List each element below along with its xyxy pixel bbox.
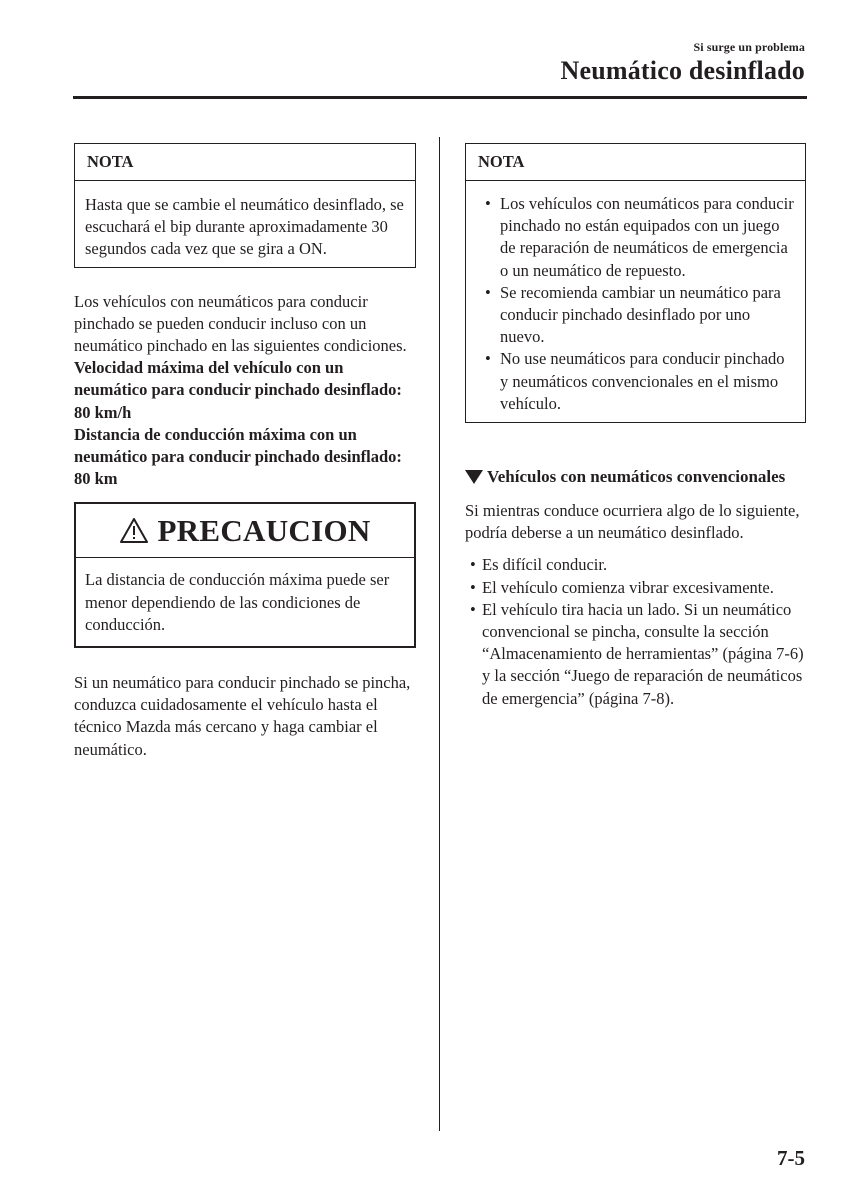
right-column	[465, 143, 806, 710]
list-item-text: No use neumáticos para conducir pinchado y neumáticos convencionales en el mismo vehículo.	[500, 349, 785, 413]
subheading-text: Vehículos con neumáticos convencionales	[487, 467, 786, 487]
page-title: Neumático desinflado	[560, 56, 805, 85]
note-box	[465, 143, 806, 423]
list-item-text: Se recomienda cambiar un neumático para conducir pinchado desinflado por uno nuevo.	[500, 282, 781, 347]
left-column	[74, 143, 416, 761]
list-item: • Es difícil conducir.	[470, 555, 608, 575]
note-bullet-list	[476, 193, 795, 415]
max-distance-text: Distancia de conducción máxima con un neumático para conducir pinchado desinflado: 80 km	[74, 424, 402, 489]
warning-triangle-icon	[119, 517, 149, 544]
symptom-list	[465, 554, 806, 709]
list-item-text: Los vehículos con neumáticos para conducir pinchado no están equipados con un juego de reparación de neumáticos de emergencia o un neumático de repuesto.	[500, 194, 794, 280]
list-item: • Se recomienda cambiar un neumático para conducir pinchado desinflado por uno nuevo.	[485, 282, 781, 347]
caution-heading-text: PRECAUCION	[157, 512, 371, 548]
caution-heading	[76, 504, 414, 558]
note-heading: NOTA	[75, 144, 415, 181]
section-label: Si surge un problema	[693, 40, 805, 54]
section-subheading	[465, 466, 806, 488]
paragraph: Si mientras conduce ocurriera algo de lo siguiente, podría deberse a un neumático desinflado.	[465, 501, 800, 543]
paragraph: Si un neumático para conducir pinchado se pincha, conduzca cuidadosamente el vehículo hasta el técnico Mazda más cercano y haga cambiar el neumático.	[74, 673, 411, 759]
list-item: • El vehículo tira hacia un lado. Si un neumático convencional se pincha, consulte la sección “Almacenamiento de herramientas” (página 7-6) y la sección “Juego de reparación de neumáticos de emergencia” (página 7-8).	[470, 599, 804, 708]
list-item-text: El vehículo tira hacia un lado. Si un neumático convencional se pincha, consulte la sección “Almacenamiento de herramientas” (página 7-6) y la sección “Juego de reparación de neumáticos de emergencia” (página 7-8).	[482, 599, 804, 708]
list-item-text: Es difícil conducir.	[482, 555, 608, 575]
list-item: • Los vehículos con neumáticos para conducir pinchado no están equipados con un juego de reparación de neumáticos de emergencia o un neumático de repuesto.	[485, 194, 794, 280]
page-number: 7-5	[777, 1146, 805, 1170]
paragraph: Los vehículos con neumáticos para conducir pinchado se pueden conducir incluso con un neumático pinchado en las siguientes condiciones.	[74, 291, 407, 356]
list-item-text: El vehículo comienza vibrar excesivamente.	[482, 577, 774, 597]
note-text: Hasta que se cambie el neumático desinflado, se escuchará el bip durante aproximadamente 30 segundos cada vez que se gira a ON.	[85, 195, 404, 259]
note-body	[466, 181, 805, 422]
caution-box	[74, 502, 416, 648]
column-divider	[439, 137, 440, 1131]
caution-text: La distancia de conducción máxima puede ser menor dependiendo de las condiciones de conducción.	[85, 570, 390, 634]
triangle-marker-icon	[465, 470, 483, 484]
header-rule	[73, 96, 807, 99]
note-box	[74, 143, 416, 268]
list-item: • El vehículo comienza vibrar excesivamente.	[470, 577, 774, 597]
max-speed-text: Velocidad máxima del vehículo con un neumático para conducir pinchado desinflado: 80 km/h	[74, 358, 402, 422]
note-heading: NOTA	[466, 144, 805, 181]
list-item: • No use neumáticos para conducir pinchado y neumáticos convencionales en el mismo vehículo.	[485, 349, 785, 413]
